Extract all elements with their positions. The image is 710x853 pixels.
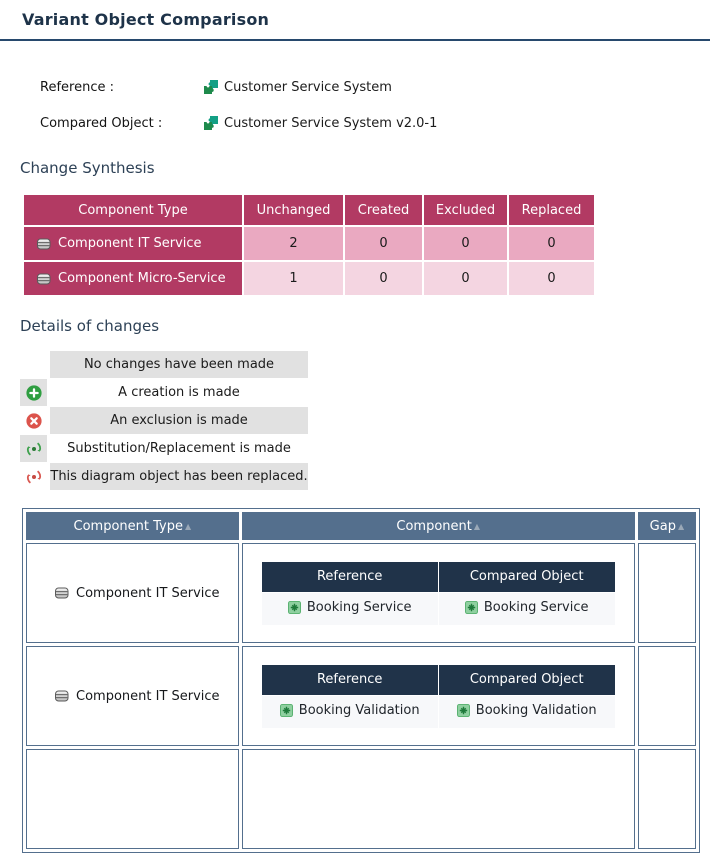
reference-compared-table <box>261 664 616 729</box>
details-header-row <box>26 512 696 540</box>
replaced-count: 0 <box>509 227 594 260</box>
excluded-count: 0 <box>424 227 507 260</box>
inner-col-compared: Compared Object <box>439 665 615 695</box>
component-comparison-cell <box>242 543 635 643</box>
reference-object-cell[interactable]: Booking Service <box>262 593 438 625</box>
sort-asc-icon: ▲ <box>473 521 481 531</box>
inner-header-row <box>262 562 615 592</box>
inner-value-row <box>262 593 615 625</box>
legend-label: A creation is made <box>118 385 240 400</box>
gap-cell <box>638 646 696 746</box>
replaced-count: 0 <box>509 262 594 295</box>
page-title: Variant Object Comparison <box>22 10 270 29</box>
component-icon <box>37 273 51 285</box>
swap-green-icon <box>20 435 47 462</box>
legend-label: No changes have been made <box>50 351 308 378</box>
reference-compared-table <box>261 561 616 626</box>
component-icon <box>55 587 69 599</box>
table-row <box>24 262 594 295</box>
synthesis-col-excluded: Excluded <box>424 195 507 225</box>
inner-header-row <box>262 665 615 695</box>
service-icon <box>288 601 301 614</box>
details-of-changes-heading: Details of changes <box>20 317 160 335</box>
compared-object-cell[interactable]: Booking Validation <box>439 696 615 728</box>
legend-label: Substitution/Replacement is made <box>67 441 291 456</box>
compared-object-label: Compared Object : <box>40 115 163 131</box>
synthesis-col-component-type: Component Type <box>24 195 242 225</box>
compared-object-name: Customer Service System v2.0-1 <box>224 115 438 131</box>
list-item <box>20 407 710 434</box>
swap-red-icon <box>20 463 47 490</box>
list-item <box>20 463 710 490</box>
list-item <box>20 435 710 462</box>
excluded-count: 0 <box>424 262 507 295</box>
created-count: 0 <box>345 262 422 295</box>
compared-object-value <box>203 115 437 131</box>
service-icon <box>457 704 470 717</box>
reference-label: Reference : <box>40 79 114 95</box>
component-type-cell <box>24 227 242 260</box>
synthesis-col-replaced: Replaced <box>509 195 594 225</box>
component-type-cell <box>26 543 239 643</box>
sort-asc-icon: ▲ <box>184 521 192 531</box>
reference-object-name: Customer Service System <box>224 79 392 95</box>
table-row <box>26 543 696 643</box>
change-legend <box>20 351 710 490</box>
legend-icon-empty <box>20 351 47 378</box>
details-col-gap[interactable]: Gap ▲ <box>638 512 696 540</box>
component-icon <box>37 238 51 250</box>
compared-object-row <box>40 113 710 133</box>
component-type-cell <box>26 646 239 746</box>
component-type-label: Component Micro-Service <box>58 271 226 286</box>
gap-cell <box>638 749 696 849</box>
compared-object-cell[interactable]: Booking Service <box>439 593 615 625</box>
created-count: 0 <box>345 227 422 260</box>
component-icon <box>55 690 69 702</box>
synthesis-col-created: Created <box>345 195 422 225</box>
reference-value <box>203 79 392 95</box>
component-type-cell <box>26 749 239 849</box>
unchanged-count: 2 <box>244 227 343 260</box>
details-col-component-type[interactable]: Component Type ▲ <box>26 512 239 540</box>
page-header <box>0 0 710 29</box>
inner-value-row <box>262 696 615 728</box>
sort-asc-icon: ▲ <box>677 521 685 531</box>
variant-object-icon <box>203 79 219 95</box>
table-row <box>26 749 696 849</box>
list-item <box>20 379 710 406</box>
list-item <box>20 351 710 378</box>
component-comparison-cell <box>242 646 635 746</box>
change-synthesis-heading: Change Synthesis <box>20 159 155 177</box>
synthesis-col-unchanged: Unchanged <box>244 195 343 225</box>
comparison-info <box>40 77 710 133</box>
reference-object-cell[interactable]: Booking Validation <box>262 696 438 728</box>
unchanged-count: 1 <box>244 262 343 295</box>
service-icon <box>280 704 293 717</box>
synthesis-header-row <box>24 195 594 225</box>
component-comparison-cell <box>242 749 635 849</box>
inner-col-reference: Reference <box>262 562 438 592</box>
inner-col-compared: Compared Object <box>439 562 615 592</box>
service-icon <box>465 601 478 614</box>
component-type-label: Component IT Service <box>58 236 202 251</box>
change-synthesis-table <box>22 193 596 297</box>
legend-label: This diagram object has been replaced. <box>50 463 308 490</box>
plus-circle-icon <box>20 379 47 406</box>
legend-label: An exclusion is made <box>50 407 308 434</box>
component-type-label: Component IT Service <box>76 688 220 704</box>
cross-circle-icon <box>20 407 47 434</box>
inner-col-reference: Reference <box>262 665 438 695</box>
component-type-cell <box>24 262 242 295</box>
comparison-details-table <box>22 508 700 853</box>
reference-row <box>40 77 710 97</box>
title-divider <box>0 39 710 41</box>
table-row <box>26 646 696 746</box>
details-col-component[interactable]: Component ▲ <box>242 512 635 540</box>
variant-object-icon <box>203 115 219 131</box>
table-row <box>24 227 594 260</box>
component-type-label: Component IT Service <box>76 585 220 601</box>
gap-cell <box>638 543 696 643</box>
